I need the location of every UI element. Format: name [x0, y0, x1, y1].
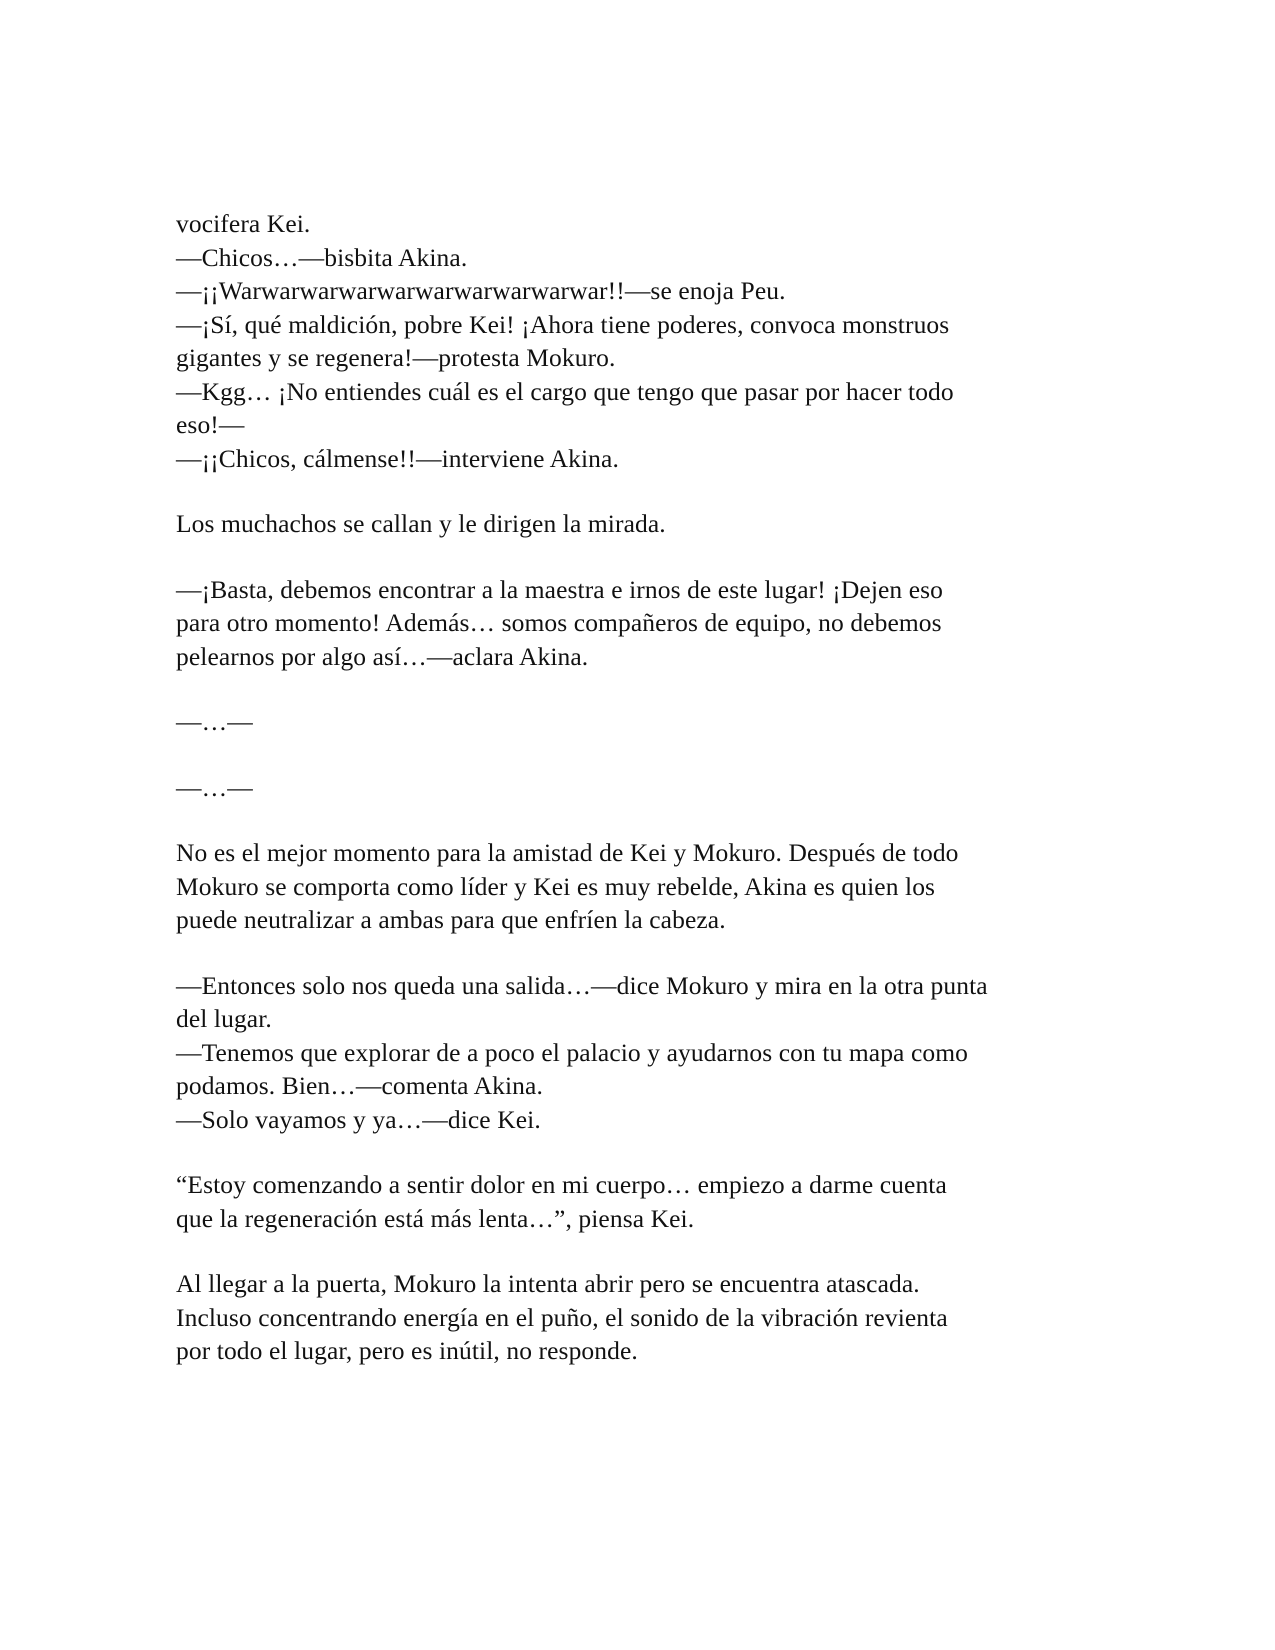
text-line: pelearnos por algo así…—aclara Akina.	[176, 641, 589, 671]
paragraph-dialogue-2	[176, 573, 1106, 674]
paragraph-gap	[176, 739, 1106, 771]
paragraph-silence-1	[176, 705, 1106, 739]
text-line: —Tenemos que explorar de a poco el palacio y ayudarnos con tu mapa como	[176, 1037, 968, 1067]
body-text	[176, 207, 1106, 1368]
text-line: —¡Basta, debemos encontrar a la maestra e irnos de este lugar! ¡Dejen eso	[176, 574, 944, 604]
paragraph-gap	[176, 937, 1106, 969]
text-line: —Solo vayamos y ya…—dice Kei.	[176, 1104, 541, 1134]
paragraph-gap	[176, 804, 1106, 836]
text-line: del lugar.	[176, 1004, 272, 1033]
paragraph-thought	[176, 1168, 1106, 1235]
text-line: “Estoy comenzando a sentir dolor en mi cuerpo… empiezo a darme cuenta	[176, 1170, 947, 1199]
text-line: —…—	[176, 772, 253, 802]
text-line: —¡Sí, qué maldición, pobre Kei! ¡Ahora tiene poderes, convoca monstruos	[176, 309, 950, 339]
paragraph-gap	[176, 475, 1106, 507]
paragraph-narration-2	[176, 836, 1106, 937]
text-line: gigantes y se regenera!—protesta Mokuro.	[176, 343, 616, 372]
paragraph-dialogue-1	[176, 207, 1106, 475]
text-line: Incluso concentrando energía en el puño, el sonido de la vibración revienta	[176, 1302, 948, 1332]
text-line: —Chicos…—bisbita Akina.	[176, 242, 468, 272]
paragraph-narration-3	[176, 1267, 1106, 1368]
text-line: para otro momento! Además… somos compañeros de equipo, no debemos	[176, 608, 942, 637]
text-line: —Kgg… ¡No entiendes cuál es el cargo que tengo que pasar por hacer todo	[176, 376, 954, 406]
paragraph-dialogue-3	[176, 969, 1106, 1137]
paragraph-gap	[176, 541, 1106, 573]
text-line: por todo el lugar, pero es inútil, no responde.	[176, 1336, 638, 1365]
paragraph-gap	[176, 1136, 1106, 1168]
text-line: No es el mejor momento para la amistad de Kei y Mokuro. Después de todo	[176, 838, 959, 867]
text-line: eso!—	[176, 410, 245, 439]
text-line: puede neutralizar a ambas para que enfríen la cabeza.	[176, 905, 726, 934]
text-line: vocifera Kei.	[176, 209, 311, 238]
text-line: —…—	[176, 707, 253, 736]
paragraph-narration-1	[176, 507, 1106, 541]
text-line: Mokuro se comporta como líder y Kei es muy rebelde, Akina es quien los	[176, 871, 936, 901]
text-line: que la regeneración está más lenta…”, piensa Kei.	[176, 1203, 695, 1233]
text-line: Los muchachos se callan y le dirigen la mirada.	[176, 509, 666, 538]
paragraph-silence-2	[176, 771, 1106, 805]
text-line: —Entonces solo nos queda una salida…—dice Mokuro y mira en la otra punta	[176, 970, 988, 1000]
text-line: —¡¡Chicos, cálmense!!—interviene Akina.	[176, 443, 619, 473]
text-line: Al llegar a la puerta, Mokuro la intenta abrir pero se encuentra atascada.	[176, 1269, 920, 1298]
paragraph-gap	[176, 673, 1106, 705]
paragraph-gap	[176, 1235, 1106, 1267]
text-line: podamos. Bien…—comenta Akina.	[176, 1071, 543, 1100]
text-line: —¡¡Warwarwarwarwarwarwarwarwarwar!!—se enoja Peu.	[176, 276, 786, 305]
